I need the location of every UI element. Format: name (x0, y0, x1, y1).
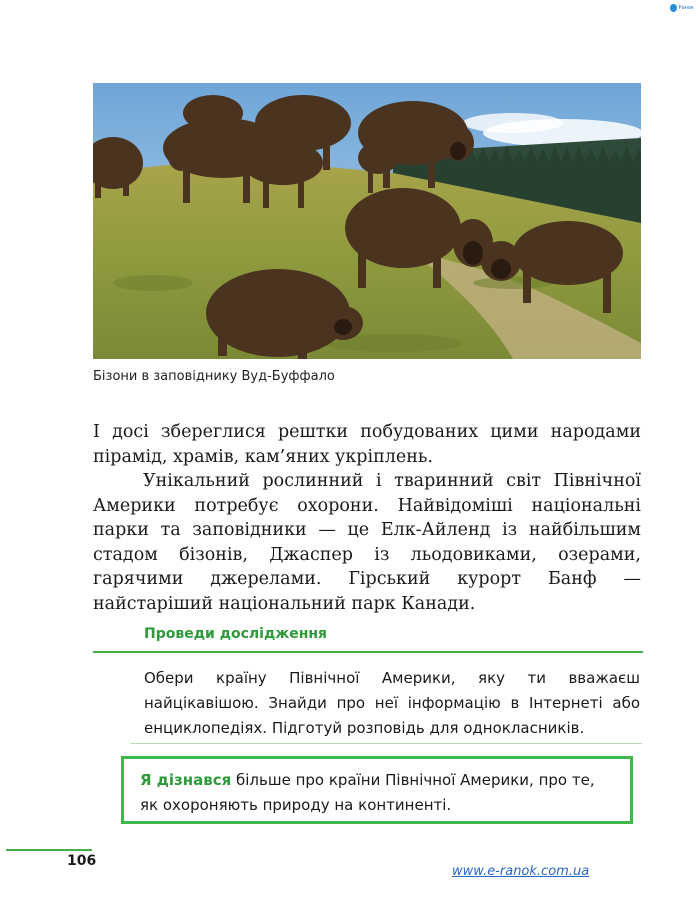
paragraph-1: І досі збереглися рештки побудованих цими народами пірамід, храмів, кам’яних укріплень. (93, 422, 641, 467)
publisher-logo-text: Ранок (678, 5, 694, 11)
bison-photo-illustration (93, 83, 641, 359)
main-text (93, 420, 641, 616)
learned-lead: Я дізнався (140, 771, 232, 789)
photo-caption: Бізони в заповіднику Вуд-Буффало (93, 369, 335, 384)
learned-text: більше про країни Північної Америки, про те, як охороняють природу на континенті. (140, 771, 595, 814)
research-heading: Проведи дослідження (144, 626, 328, 642)
research-bottom-rule (130, 743, 642, 744)
research-task-text: Обери країну Північної Америки, яку ти вважаєш найцікавішою. Знайди про неї інформацію в Інтернеті або енциклопедіях. Підготуй розповідь для однокласників. (144, 669, 640, 737)
publisher-logo (670, 3, 694, 13)
publisher-link[interactable]: www.e-ranok.com.ua (452, 864, 590, 879)
footer-divider (6, 849, 92, 851)
research-divider (93, 651, 643, 653)
page-number: 106 (67, 853, 97, 869)
bison-photo (93, 83, 641, 359)
publisher-logo-icon (670, 4, 677, 12)
learned-summary-box (121, 756, 633, 824)
paragraph-2: Унікальний рослинний і тваринний світ Північної Америки потребує охорони. Найвідоміші національні парки та заповідники — це Елк-Айленд із найбільшим стадом бізонів, Джаспер із льодовиками, озерами, гарячими джерелами. Гірський курорт Банф — найстаріший національний парк Канади. (93, 471, 641, 614)
